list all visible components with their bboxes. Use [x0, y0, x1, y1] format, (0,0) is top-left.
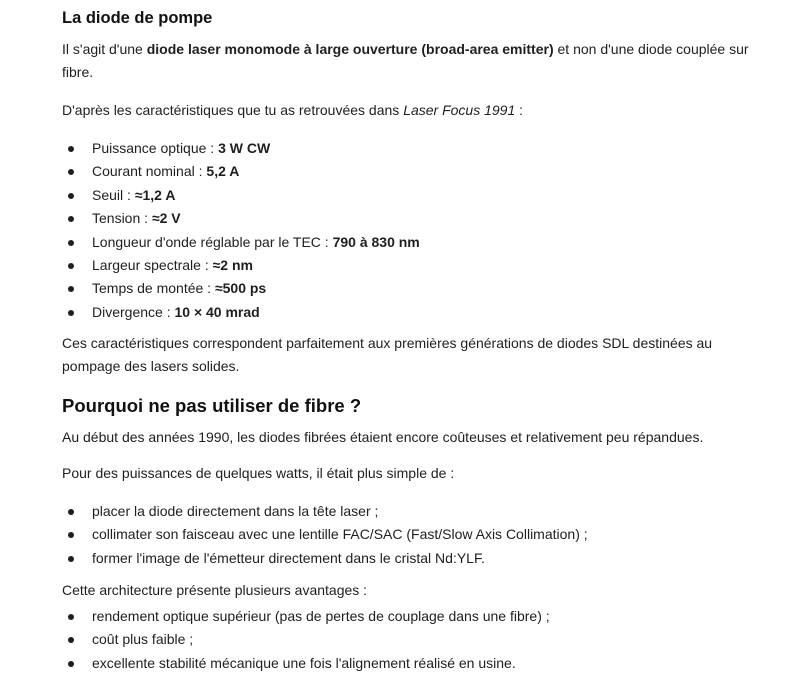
advantage-text: excellente stabilité mécanique une fois l'alignement réalisé en usine. — [92, 654, 516, 671]
spec-label: Puissance optique : — [92, 140, 219, 156]
list-item — [62, 254, 762, 277]
step-text: placer la diode directement dans la tête laser ; — [92, 503, 379, 519]
source-title: Laser Focus 1991 — [403, 102, 516, 118]
bullet-icon — [68, 509, 74, 515]
list-item — [62, 605, 762, 628]
bullet-icon — [68, 193, 74, 199]
source-text-end: : — [515, 102, 524, 118]
advantage-text: coût plus faible ; — [92, 631, 194, 648]
spec-label: Courant nominal : — [92, 163, 207, 180]
bullet-icon — [68, 169, 74, 175]
list-item — [62, 628, 762, 651]
bullet-icon — [68, 532, 74, 538]
fiber-paragraph-simpler: Pour des puissances de quelques watts, il était plus simple de : — [62, 465, 455, 481]
specs-list — [62, 137, 762, 324]
bullet-icon — [68, 637, 74, 643]
spec-value: ≈2 nm — [212, 256, 253, 273]
bullet-icon — [68, 614, 74, 620]
spec-label: Tension : — [92, 210, 152, 227]
intro-text-start: Il s'agit d'une — [62, 41, 147, 57]
source-text-start: D'après les caractéristiques que tu as retrouvées dans — [62, 102, 404, 118]
intro-paragraph — [62, 38, 752, 84]
list-item — [62, 160, 762, 183]
advantages-intro: Cette architecture présente plusieurs avantages : — [62, 582, 368, 598]
section-heading-fiber: Pourquoi ne pas utiliser de fibre ? — [62, 395, 362, 416]
list-item — [62, 500, 762, 523]
bullet-icon — [68, 661, 74, 667]
bullet-icon — [68, 556, 74, 562]
list-item — [62, 277, 762, 300]
intro-text-end: et non d'une diode couplée sur fibre. — [62, 41, 749, 80]
steps-list — [62, 500, 762, 570]
spec-label: Divergence : — [92, 303, 175, 320]
spec-value: 10 × 40 mrad — [174, 303, 260, 320]
list-item — [62, 137, 762, 160]
bullet-icon — [68, 216, 74, 222]
bullet-icon — [68, 310, 74, 316]
spec-label: Largeur spectrale : — [92, 256, 213, 273]
fiber-paragraph-history: Au début des années 1990, les diodes fibrées étaient encore coûteuses et relativement peu répandues. — [62, 429, 704, 445]
bullet-icon — [68, 146, 74, 152]
source-paragraph — [62, 99, 752, 122]
spec-value: 5,2 A — [206, 163, 240, 180]
spec-value: ≈500 ps — [214, 280, 267, 297]
spec-value: 3 W CW — [218, 140, 271, 156]
list-item — [62, 523, 762, 546]
list-item — [62, 231, 762, 254]
step-text: former l'image de l'émetteur directement dans le cristal Nd:YLF. — [92, 549, 485, 566]
intro-text-bold: diode laser monomode à large ouverture (broad-area emitter) — [146, 41, 554, 57]
bullet-icon — [68, 263, 74, 269]
section-heading-pump-diode: La diode de pompe — [62, 9, 213, 27]
bullet-icon — [68, 286, 74, 292]
conclusion-paragraph: Ces caractéristiques correspondent parfaitement aux premières générations de diodes SDL destinées au pompage des lasers solides. — [62, 335, 713, 374]
spec-value: ≈1,2 A — [134, 186, 176, 203]
list-item — [62, 301, 762, 324]
advantages-list — [62, 605, 762, 675]
spec-value: ≈2 V — [151, 210, 181, 227]
list-item — [62, 652, 762, 675]
bullet-icon — [68, 240, 74, 246]
spec-label: Seuil : — [92, 186, 135, 203]
list-item — [62, 547, 762, 570]
advantage-text: rendement optique supérieur (pas de pertes de couplage dans une fibre) ; — [92, 608, 550, 624]
list-item — [62, 207, 762, 230]
spec-label: Temps de montée : — [92, 280, 215, 297]
spec-label: Longueur d'onde réglable par le TEC : — [92, 233, 333, 250]
spec-value: 790 à 830 nm — [332, 233, 420, 250]
step-text: collimater son faisceau avec une lentille FAC/SAC (Fast/Slow Axis Collimation) ; — [92, 526, 588, 543]
list-item — [62, 184, 762, 207]
